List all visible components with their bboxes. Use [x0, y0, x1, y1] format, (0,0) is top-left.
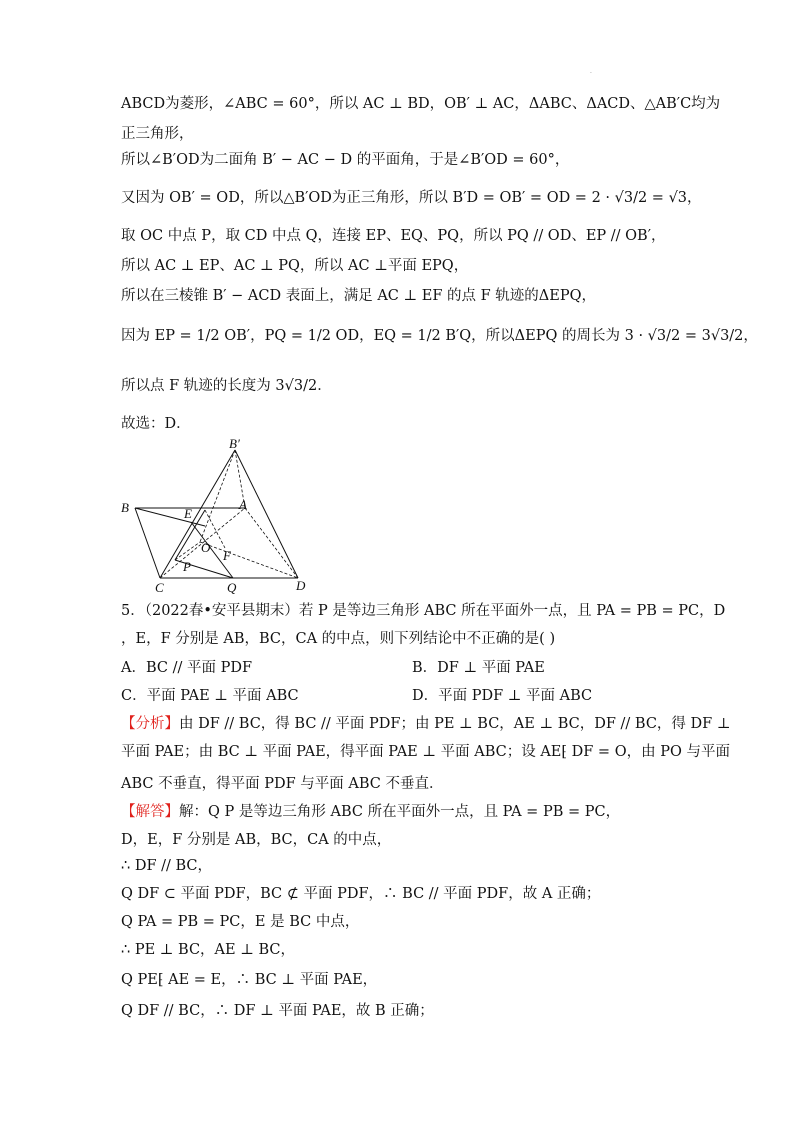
pyramid-figure [115, 438, 315, 596]
label-C: C [155, 580, 164, 595]
edge-BE [135, 508, 205, 526]
edge-BC [135, 508, 160, 578]
label-B: B [121, 500, 129, 515]
label-Bprime: B′ [229, 438, 240, 451]
label-O: O [201, 540, 211, 555]
answer-line: Q DF // BC，∴ DF ⊥ 平面 PAE，故 B 正确； [121, 1003, 434, 1019]
solution-line: ABCD为菱形，∠ABC = 60°，所以 AC ⊥ BD，OB′ ⊥ AC，ΔABC、ΔACD、△AB′C均为 [121, 96, 721, 112]
option-C: C．平面 PAE ⊥ 平面 ABC [121, 688, 299, 704]
solution-line: 所以点 F 轨迹的长度为 3√3/2． [121, 378, 332, 394]
analysis-tag: 【分析】 [121, 716, 179, 732]
label-Q: Q [227, 580, 237, 595]
page-mark: · [590, 70, 592, 77]
solution-line: 因为 EP = 1/2 OB′，PQ = 1/2 OD，EQ = 1/2 B′Q，所以ΔEPQ 的周长为 3 · √3/2 = 3√3/2， [121, 328, 758, 344]
label-F: F [223, 548, 231, 563]
solution-line: 取 OC 中点 P，取 CD 中点 Q，连接 EP、EQ、PQ，所以 PQ // OD、EP // OB′， [121, 228, 666, 244]
option-A: A．BC // 平面 PDF [121, 660, 253, 676]
answer-tag: 【解答】 [121, 804, 179, 820]
problem5-stem-1: 5．（2022春•安平县期末）若 P 是等边三角形 ABC 所在平面外一点，且 PA = PB = PC，D [121, 603, 726, 619]
analysis-line-1 [121, 714, 730, 734]
answer-line: Q DF ⊂ 平面 PDF，BC ⊄ 平面 PDF，∴ BC // 平面 PDF，故 A 正确； [121, 886, 601, 902]
edge-BpD [235, 450, 298, 578]
answer-line-1 [121, 802, 620, 822]
edge-AD [245, 508, 298, 578]
analysis-text-1: 由 DF // BC，得 BC // 平面 PDF；由 PE ⊥ BC，AE ⊥ BC，DF // BC，得 DF ⊥ [179, 716, 731, 732]
solution-line: 所以 AC ⊥ EP、AC ⊥ PQ，所以 AC ⊥平面 EPQ， [121, 258, 469, 274]
label-A: A [239, 497, 247, 512]
problem5-stem-2: ，E，F 分别是 AB，BC，CA 的中点，则下列结论中不正确的是( ) [121, 631, 556, 647]
edge-BpO [200, 450, 235, 542]
edge-PO [175, 542, 200, 560]
answer-line: Q PE⁅ AE = E，∴ BC ⊥ 平面 PAE， [121, 972, 378, 988]
analysis-line-2: 平面 PAE；由 BC ⊥ 平面 PAE，得平面 PAE ⊥ 平面 ABC；设 AE⁅ DF = O，由 PO 与平面 [121, 744, 730, 760]
answer-choice-line: 故选：D． [121, 416, 191, 432]
solution-line: 正三角形， [121, 126, 194, 142]
answer-line: Q PA = PB = PC，E 是 BC 中点， [121, 914, 360, 930]
solution-line: 所以∠B′OD为二面角 B′ − AC − D 的平面角，于是∠B′OD = 60°， [121, 152, 570, 168]
option-D: D．平面 PDF ⊥ 平面 ABC [412, 688, 593, 704]
solution-line: 又因为 OB′ = OD，所以△B′OD为正三角形，所以 B′D = OB′ = OD = 2 · √3/2 = √3， [121, 190, 702, 206]
option-B: B．DF ⊥ 平面 PAE [412, 660, 545, 676]
answer-line: ∴ DF // BC， [121, 858, 213, 874]
answer-text-1: 解：Q P 是等边三角形 ABC 所在平面外一点，且 PA = PB = PC， [179, 804, 621, 820]
analysis-line-3: ABC 不垂直，得平面 PDF 与平面 ABC 不垂直． [121, 776, 444, 792]
label-D: D [296, 578, 306, 593]
label-E: E [184, 506, 192, 521]
label-P: P [183, 559, 191, 574]
solution-line: 所以在三棱锥 B′ − ACD 表面上，满足 AC ⊥ EF 的点 F 轨迹的ΔEPQ， [121, 288, 596, 304]
answer-line: ∴ PE ⊥ BC，AE ⊥ BC， [121, 942, 295, 958]
answer-line: D，E，F 分别是 AB，BC，CA 的中点， [121, 832, 392, 848]
